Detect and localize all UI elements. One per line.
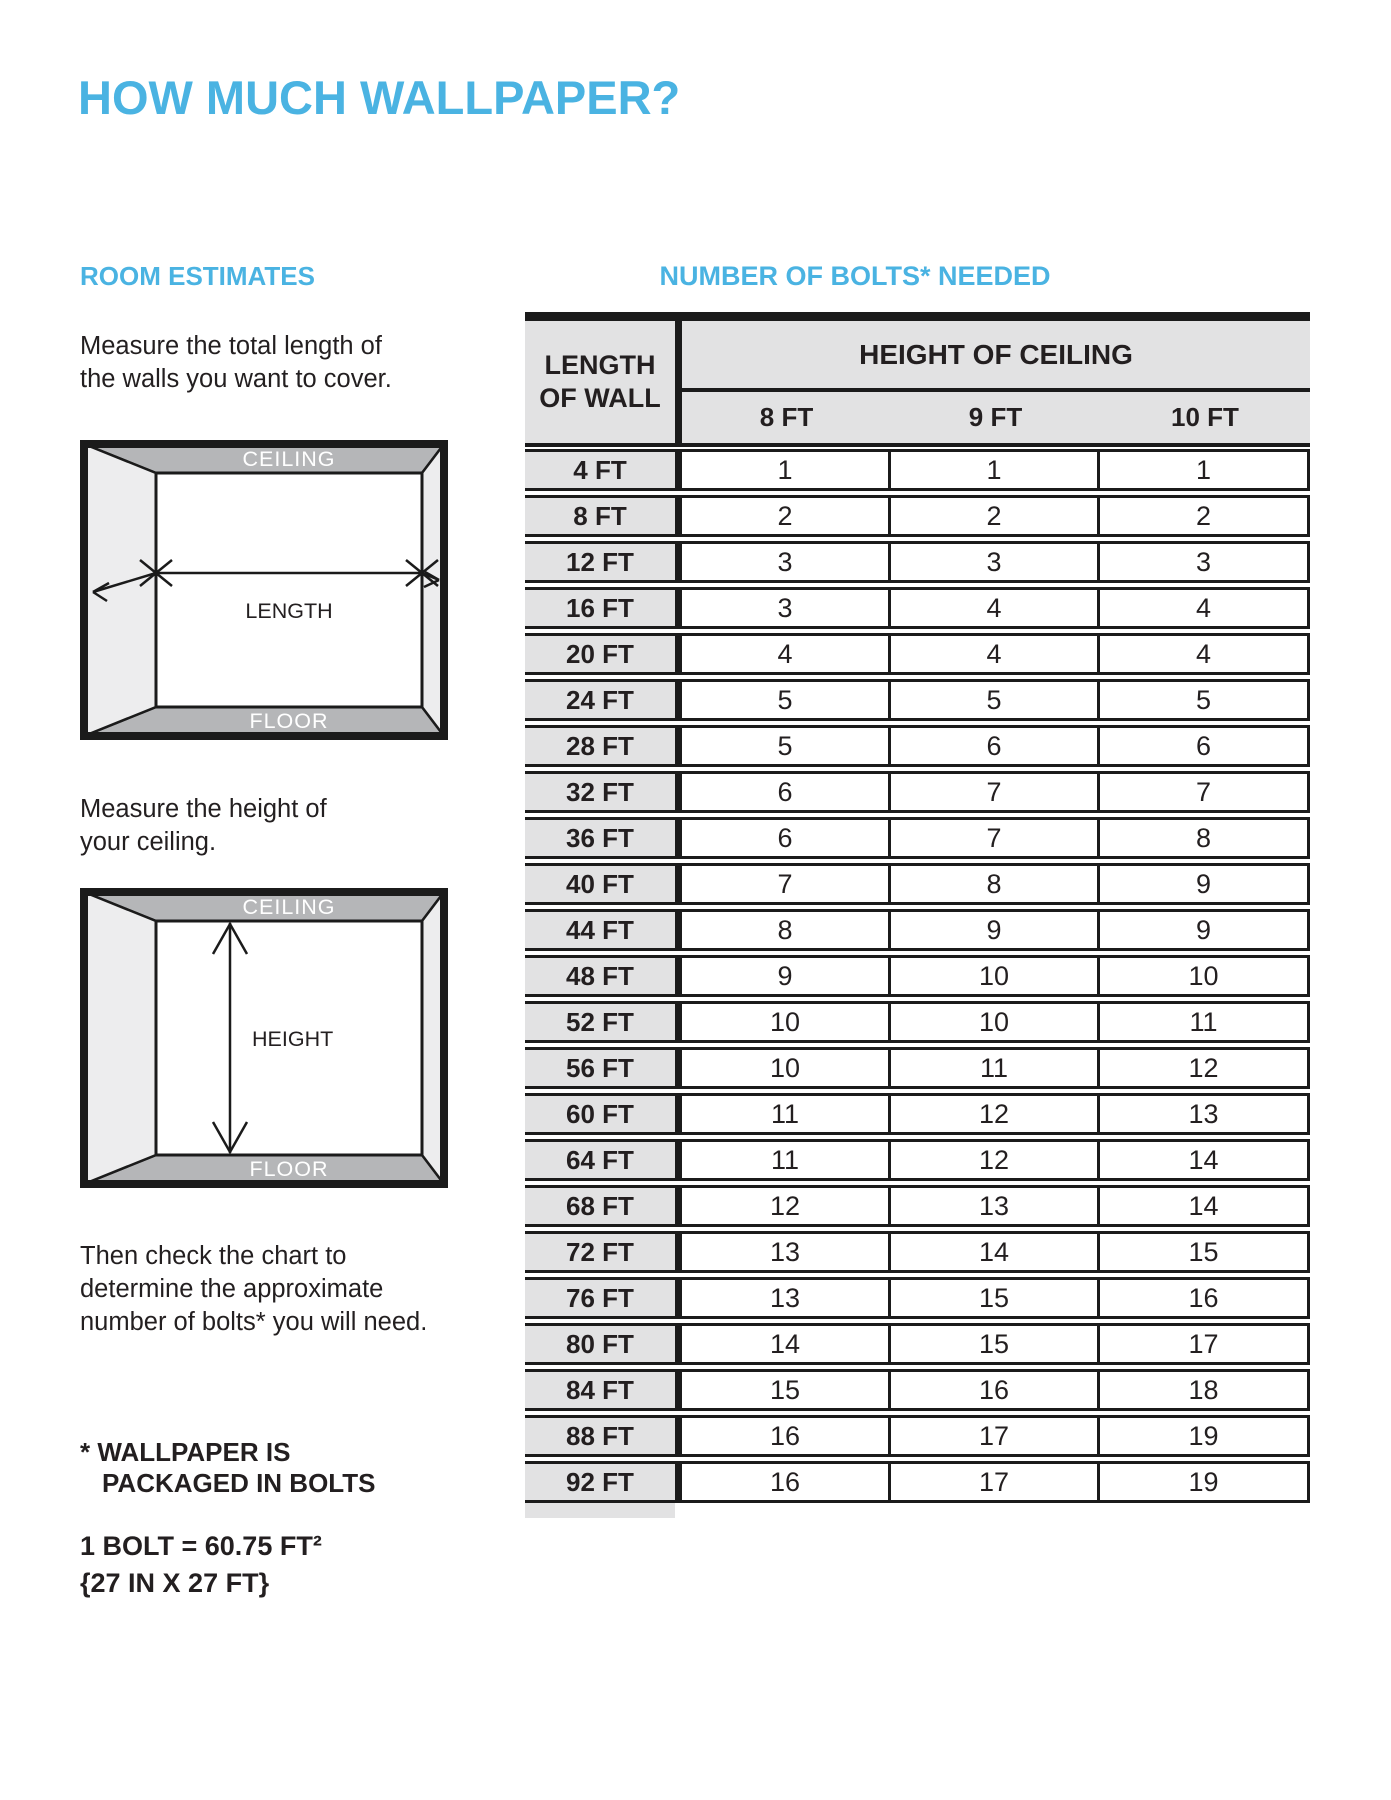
value-cell: 11 <box>1100 1001 1310 1043</box>
value-cell: 8 <box>1100 817 1310 859</box>
table-body <box>525 449 1310 1503</box>
value-cell: 15 <box>682 1369 891 1411</box>
value-cell: 10 <box>891 1001 1100 1043</box>
table-header <box>525 321 1310 443</box>
row-label-cell: 64 FT <box>525 1139 682 1181</box>
value-cell: 3 <box>1100 541 1310 583</box>
table-top-bar <box>525 312 1310 321</box>
bolt-size-line: {27 IN X 27 FT} <box>80 1568 270 1598</box>
paragraph-line: determine the approximate <box>80 1275 384 1303</box>
row-label-cell: 44 FT <box>525 909 682 951</box>
value-cell: 8 <box>891 863 1100 905</box>
value-cell: 15 <box>891 1323 1100 1365</box>
row-label-cell: 36 FT <box>525 817 682 859</box>
height-label: HEIGHT <box>252 1027 334 1051</box>
bolts-table-heading: NUMBER OF BOLTS* NEEDED <box>659 261 1051 291</box>
table-row <box>525 1231 1310 1273</box>
back-wall <box>156 473 422 707</box>
room-length-diagram-svg <box>80 440 448 740</box>
value-cell: 14 <box>891 1231 1100 1273</box>
value-cell: 9 <box>1100 863 1310 905</box>
value-cell: 17 <box>1100 1323 1310 1365</box>
ceiling-label: CEILING <box>242 895 336 919</box>
value-cell: 2 <box>1100 495 1310 537</box>
table-row <box>525 1323 1310 1365</box>
column-header-10ft: 10 FT <box>1171 402 1239 432</box>
value-cell: 9 <box>682 955 891 997</box>
table-row <box>525 863 1310 905</box>
row-label-cell: 88 FT <box>525 1415 682 1457</box>
room-estimates-heading: ROOM ESTIMATES <box>80 261 315 291</box>
ceiling-subheader-row <box>682 392 1310 443</box>
value-cell: 14 <box>682 1323 891 1365</box>
value-cell: 10 <box>682 1047 891 1089</box>
header-line: LENGTH <box>544 350 656 380</box>
room-height-diagram <box>80 888 448 1188</box>
row-label-cell: 72 FT <box>525 1231 682 1273</box>
length-label: LENGTH <box>245 599 333 623</box>
value-cell: 19 <box>1100 1415 1310 1457</box>
value-cell: 4 <box>1100 587 1310 629</box>
value-cell: 4 <box>682 633 891 675</box>
value-cell: 18 <box>1100 1369 1310 1411</box>
column-header-8ft: 8 FT <box>759 402 814 432</box>
room-length-diagram <box>80 440 448 740</box>
row-label-cell: 60 FT <box>525 1093 682 1135</box>
table-row <box>525 449 1310 491</box>
value-cell: 1 <box>1100 449 1310 491</box>
value-cell: 13 <box>891 1185 1100 1227</box>
bolts-footnote <box>80 1437 375 1499</box>
value-cell: 1 <box>891 449 1100 491</box>
value-cell: 12 <box>891 1139 1100 1181</box>
value-cell: 7 <box>891 771 1100 813</box>
row-label-cell: 12 FT <box>525 541 682 583</box>
value-cell: 9 <box>891 909 1100 951</box>
row-label-cell: 84 FT <box>525 1369 682 1411</box>
value-cell: 8 <box>682 909 891 951</box>
table-row <box>525 633 1310 675</box>
room-height-diagram-svg <box>80 888 448 1188</box>
table-row <box>525 1461 1310 1503</box>
value-cell: 16 <box>682 1415 891 1457</box>
row-label-cell: 20 FT <box>525 633 682 675</box>
value-cell: 19 <box>1100 1461 1310 1503</box>
row-label-cell: 56 FT <box>525 1047 682 1089</box>
row-label-cell: 68 FT <box>525 1185 682 1227</box>
footnote-line: * WALLPAPER IS <box>80 1437 291 1467</box>
value-cell: 14 <box>1100 1139 1310 1181</box>
value-cell: 4 <box>891 587 1100 629</box>
column-header-9ft: 9 FT <box>968 402 1023 432</box>
bolts-table <box>525 312 1310 1518</box>
paragraph-line: the walls you want to cover. <box>80 365 392 393</box>
value-cell: 15 <box>891 1277 1100 1319</box>
value-cell: 7 <box>891 817 1100 859</box>
table-row <box>525 1369 1310 1411</box>
footnote-line: PACKAGED IN BOLTS <box>102 1468 376 1498</box>
value-cell: 5 <box>682 725 891 767</box>
value-cell: 6 <box>891 725 1100 767</box>
value-cell: 12 <box>891 1093 1100 1135</box>
measure-length-paragraph <box>80 330 392 396</box>
value-cell: 5 <box>682 679 891 721</box>
paragraph-line: your ceiling. <box>80 828 217 856</box>
check-chart-paragraph <box>80 1240 427 1339</box>
value-cell: 3 <box>891 541 1100 583</box>
value-cell: 11 <box>891 1047 1100 1089</box>
table-row <box>525 1185 1310 1227</box>
table-row <box>525 1001 1310 1043</box>
value-cell: 9 <box>1100 909 1310 951</box>
measure-height-paragraph <box>80 793 327 859</box>
bolt-size-line: 1 BOLT = 60.75 FT² <box>80 1531 322 1561</box>
value-cell: 2 <box>682 495 891 537</box>
row-label-cell: 40 FT <box>525 863 682 905</box>
value-cell: 6 <box>682 771 891 813</box>
row-label-cell: 4 FT <box>525 449 682 491</box>
value-cell: 5 <box>891 679 1100 721</box>
table-row <box>525 725 1310 767</box>
value-cell: 11 <box>682 1139 891 1181</box>
row-label-cell: 52 FT <box>525 1001 682 1043</box>
left-wall <box>84 892 156 1184</box>
value-cell: 17 <box>891 1415 1100 1457</box>
value-cell: 7 <box>1100 771 1310 813</box>
floor-label: FLOOR <box>249 709 329 733</box>
paragraph-line: Measure the total length of <box>80 332 382 360</box>
row-label-cell: 16 FT <box>525 587 682 629</box>
value-cell: 16 <box>891 1369 1100 1411</box>
table-row <box>525 495 1310 537</box>
value-cell: 2 <box>891 495 1100 537</box>
row-label-cell: 80 FT <box>525 1323 682 1365</box>
value-cell: 11 <box>682 1093 891 1135</box>
table-row <box>525 955 1310 997</box>
value-cell: 3 <box>682 541 891 583</box>
value-cell: 13 <box>1100 1093 1310 1135</box>
value-cell: 16 <box>682 1461 891 1503</box>
table-row <box>525 1277 1310 1319</box>
header-divider-rule <box>525 443 1310 447</box>
row-label-cell: 76 FT <box>525 1277 682 1319</box>
table-row <box>525 541 1310 583</box>
bolt-size-info <box>80 1528 322 1602</box>
floor-label: FLOOR <box>249 1157 329 1181</box>
row-label-cell: 8 FT <box>525 495 682 537</box>
value-cell: 5 <box>1100 679 1310 721</box>
row-label-cell: 48 FT <box>525 955 682 997</box>
table-row <box>525 679 1310 721</box>
paragraph-line: number of bolts* you will need. <box>80 1308 428 1336</box>
header-line: OF WALL <box>539 383 661 413</box>
row-label-cell: 32 FT <box>525 771 682 813</box>
value-cell: 10 <box>891 955 1100 997</box>
table-row <box>525 1139 1310 1181</box>
page-title: HOW MUCH WALLPAPER? <box>78 71 681 124</box>
value-cell: 10 <box>682 1001 891 1043</box>
paragraph-line: Then check the chart to <box>80 1242 347 1270</box>
height-of-ceiling-header: HEIGHT OF CEILING <box>682 321 1310 392</box>
ceiling-label: CEILING <box>242 447 336 471</box>
value-cell: 17 <box>891 1461 1100 1503</box>
table-row <box>525 1047 1310 1089</box>
value-cell: 1 <box>682 449 891 491</box>
value-cell: 15 <box>1100 1231 1310 1273</box>
table-row <box>525 1415 1310 1457</box>
value-cell: 13 <box>682 1231 891 1273</box>
value-cell: 13 <box>682 1277 891 1319</box>
value-cell: 12 <box>1100 1047 1310 1089</box>
row-label-cell: 92 FT <box>525 1461 682 1503</box>
value-cell: 4 <box>891 633 1100 675</box>
table-row <box>525 771 1310 813</box>
value-cell: 7 <box>682 863 891 905</box>
length-of-wall-header <box>525 321 682 443</box>
value-cell: 4 <box>1100 633 1310 675</box>
table-row <box>525 587 1310 629</box>
ceiling-height-header-group <box>682 321 1310 443</box>
label-column-stub <box>525 1503 675 1518</box>
row-label-cell: 28 FT <box>525 725 682 767</box>
table-row <box>525 909 1310 951</box>
value-cell: 6 <box>1100 725 1310 767</box>
value-cell: 16 <box>1100 1277 1310 1319</box>
row-label-cell: 24 FT <box>525 679 682 721</box>
paragraph-line: Measure the height of <box>80 795 327 823</box>
table-row <box>525 817 1310 859</box>
value-cell: 12 <box>682 1185 891 1227</box>
table-row <box>525 1093 1310 1135</box>
value-cell: 3 <box>682 587 891 629</box>
value-cell: 14 <box>1100 1185 1310 1227</box>
value-cell: 6 <box>682 817 891 859</box>
value-cell: 10 <box>1100 955 1310 997</box>
